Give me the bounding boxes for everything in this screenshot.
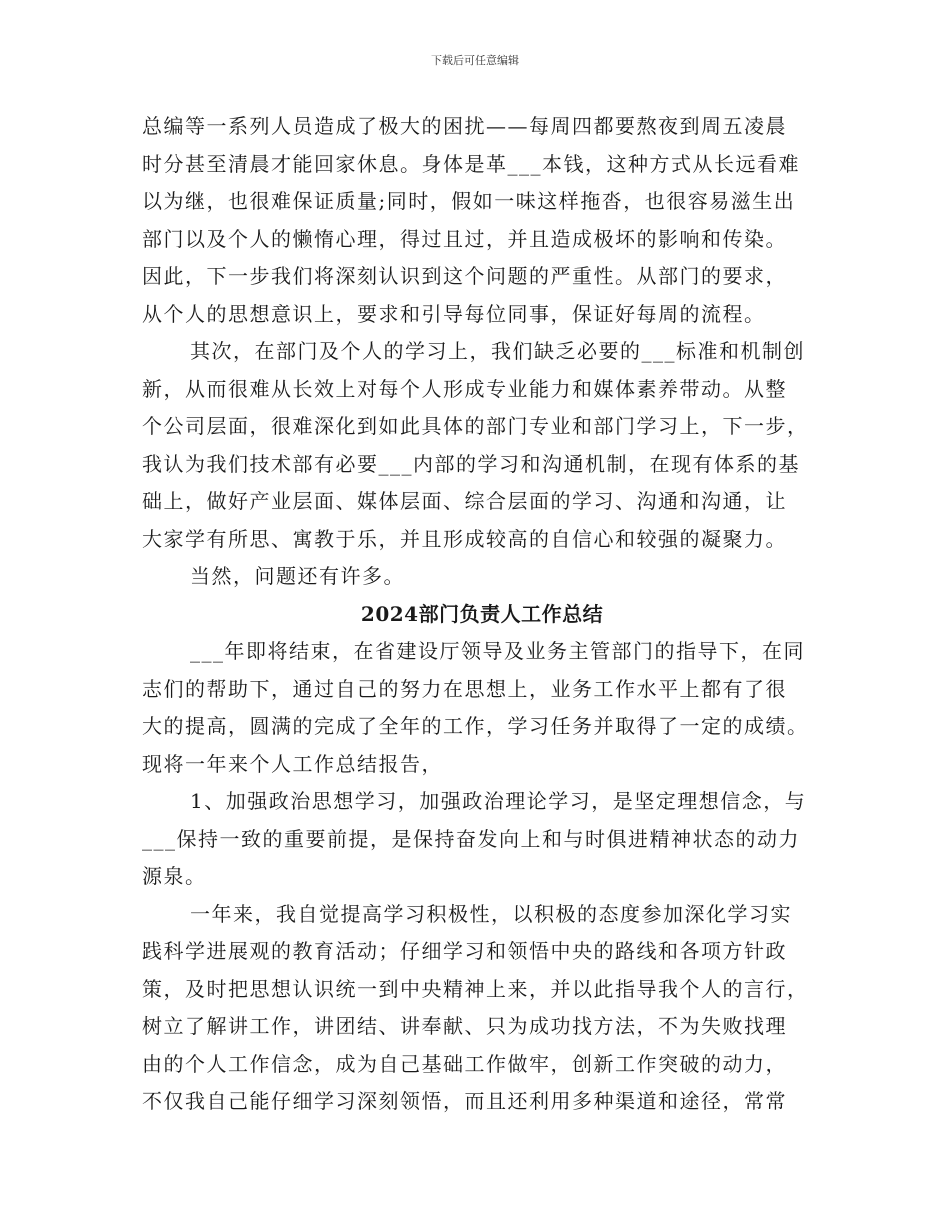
text-line: 础上，做好产业层面、媒体层面、综合层面的学习、沟通和沟通，让 — [142, 489, 787, 513]
text-line: 新，从而很难从长效上对每个人形成专业能力和媒体素养带动。从整 — [142, 376, 787, 401]
text-line: 不仅我自己能仔细学习深刻领悟，而且还利用多种渠道和途径，常常 — [142, 1089, 787, 1113]
paragraph-first-line: 1、加强政治思想学习，加强政治理论学习，是坚定理想信念，与 — [190, 789, 807, 813]
text-line: 树立了解讲工作，讲团结、讲奉献、只为成功找方法，不为失败找理 — [142, 1014, 787, 1038]
text-line: 大的提高，圆满的完成了全年的工作，学习任务并取得了一定的成绩。 — [142, 714, 809, 738]
text-line: 以为继，也很难保证质量;同时，假如一味这样拖沓，也很容易滋生出 — [142, 189, 796, 213]
text-line: 个公司层面，很难深化到如此具体的部门专业和部门学习上，下一步， — [142, 414, 809, 438]
section-title: 2024部门负责人工作总结 — [360, 601, 604, 626]
text-line: 由的个人工作信念，成为自己基础工作做牢，创新工作突破的动力， — [142, 1051, 787, 1076]
text-line: 现将一年来个人工作总结报告， — [142, 751, 443, 776]
text-line: 我认为我们技术部有必要___内部的学习和沟通机制，在现有体系的基 — [142, 451, 800, 476]
document-body — [142, 108, 822, 1121]
paragraph-first-line: ___年即将结束，在省建设厅领导及业务主管部门的指导下，在同 — [190, 639, 805, 663]
text-line: 时分甚至清晨才能回家休息。身体是革___本钱，这种方式从长远看难 — [142, 151, 800, 176]
text-line: 源泉。 — [142, 864, 207, 888]
text-line: 践科学进展观的教育活动；仔细学习和领悟中央的路线和各项方针政 — [142, 939, 787, 963]
text-line: ___保持一致的重要前提，是保持奋发向上和与时俱进精神状态的动力 — [142, 826, 800, 851]
paragraph-first-line: 当然，问题还有许多。 — [190, 564, 405, 588]
text-line: 部门以及个人的懒惰心理，得过且过，并且造成极坏的影响和传染。 — [142, 226, 787, 251]
text-line: 从个人的思想意识上，要求和引导每位同事，保证好每周的流程。 — [142, 301, 766, 326]
text-line: 志们的帮助下，通过自己的努力在思想上，业务工作水平上都有了很 — [142, 676, 787, 701]
text-line: 总编等一系列人员造成了极大的困扰——每周四都要熬夜到周五凌晨 — [142, 114, 787, 138]
text-line: 策，及时把思想认识统一到中央精神上来，并以此指导我个人的言行， — [142, 976, 809, 1001]
page-header: 下载后可任意编辑 — [431, 54, 519, 67]
text-line: 因此，下一步我们将深刻认识到这个问题的严重性。从部门的要求， — [142, 264, 787, 288]
paragraph-first-line: 其次，在部门及个人的学习上，我们缺乏必要的___标准和机制创 — [190, 339, 805, 363]
text-line: 大家学有所思、寓教于乐，并且形成较高的自信心和较强的凝聚力。 — [142, 526, 787, 551]
paragraph-first-line: 一年来，我自觉提高学习积极性，以积极的态度参加深化学习实 — [190, 901, 792, 926]
